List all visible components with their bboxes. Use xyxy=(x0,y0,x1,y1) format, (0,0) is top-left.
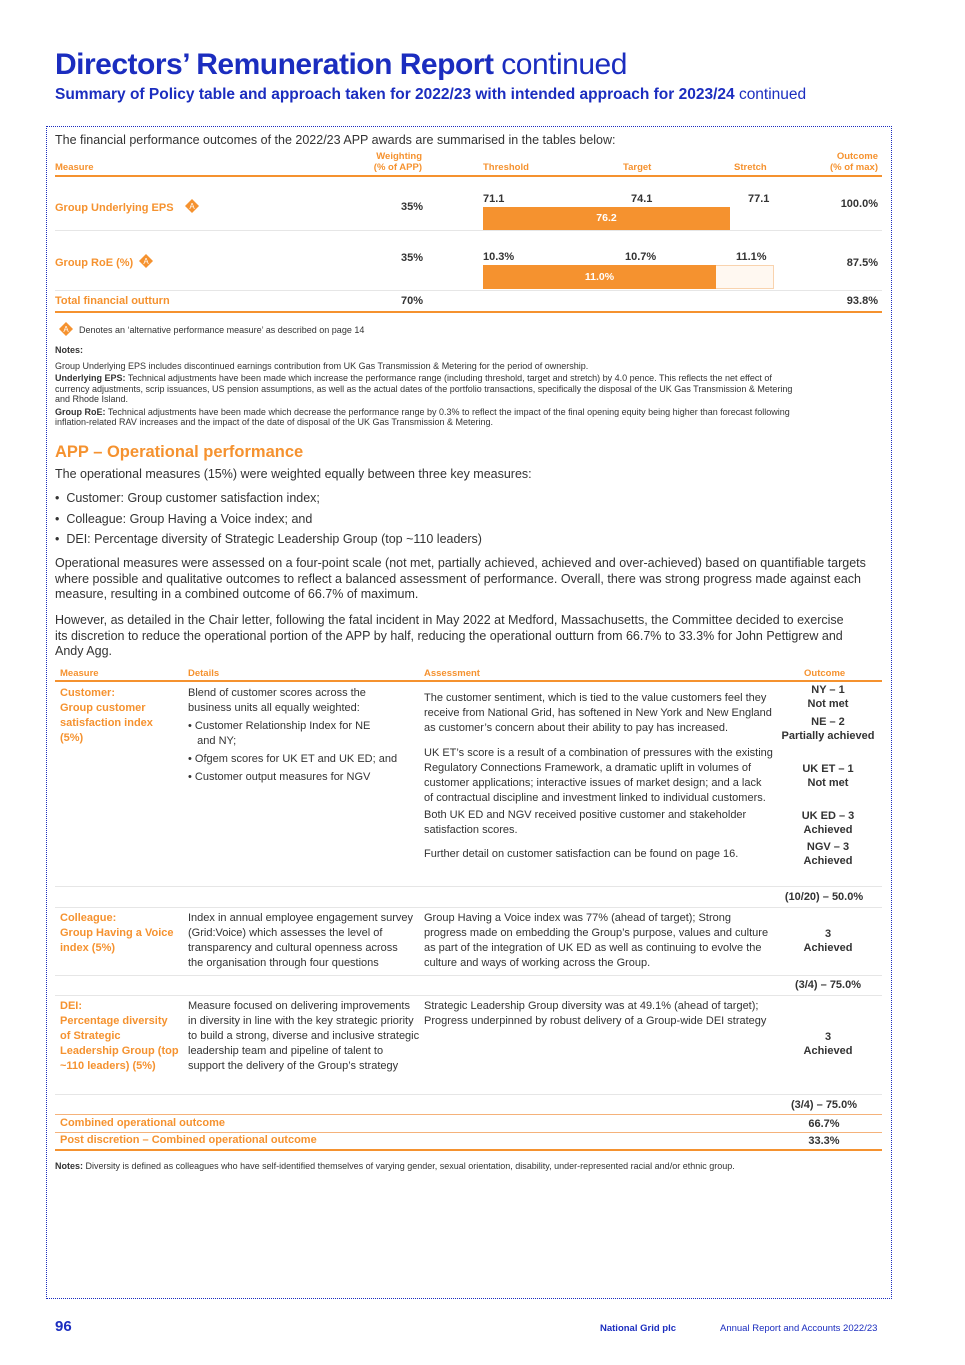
post-discretion-label: Post discretion – Combined operational outcome xyxy=(60,1134,317,1146)
apm-note: Denotes an ‘alternative performance measure’ as described on page 14 xyxy=(79,325,365,335)
title-light: continued xyxy=(501,48,627,81)
total-label: Total financial outturn xyxy=(55,295,170,307)
colleague-assessment: Group Having a Voice index was 77% (ahead of target); Strong progress made on embedding the Group’s purpose, values and culture as part of the integration of UK ED as well as continuing to evolve the culture and ways of working across the Group. xyxy=(424,912,769,969)
footer-document: Annual Report and Accounts 2022/23 xyxy=(720,1323,878,1334)
customer-assessment-3: Both UK ED and NGV received positive customer and stakeholder satisfaction scores. xyxy=(424,809,747,836)
customer-outcome-ne: NE – 2 Partially achieved xyxy=(781,716,875,742)
col-outcome-2: (% of max) xyxy=(829,162,878,173)
notes-eps-text-1: Technical adjustments have been made which increase the performance range (including threshold, target and stretch) by 4.0 pence. This reflects the net effect of xyxy=(127,373,772,383)
row-divider xyxy=(55,907,882,908)
colleague-details: Index in annual employee engagement survey (Grid:Voice) which assesses the level of transparency and cultural openness across the organisation through four questions xyxy=(188,912,414,969)
customer-outcome-uket: UK ET – 1 Not met xyxy=(802,763,854,789)
subtitle-light: continued xyxy=(738,86,807,103)
roe-weighting: 35% xyxy=(400,252,423,264)
roe-actual-bar xyxy=(483,265,716,289)
dei-details: Measure focused on delivering improvements in diversity in line with the key strategic priority to build a strong, diverse and inclusive strategic leadership team and pipeline of talent to support the delivery of the Group’s strategy xyxy=(188,1000,420,1072)
row-divider xyxy=(55,995,882,996)
eps-threshold: 71.1 xyxy=(483,193,505,205)
roe-outcome: 87.5% xyxy=(846,257,878,269)
col-target: Target xyxy=(623,162,652,173)
eps-weighting: 35% xyxy=(400,201,423,213)
page-number: 96 xyxy=(55,1318,72,1335)
col-weighting-1: Weighting xyxy=(376,151,422,162)
apm-badge-icon xyxy=(139,254,153,268)
op-col-measure: Measure xyxy=(60,668,99,679)
customer-outcome-uked: UK ED – 3 Achieved xyxy=(801,810,855,836)
apm-badge-icon xyxy=(59,322,73,336)
total-rule xyxy=(55,311,882,313)
page-subtitle xyxy=(55,86,806,104)
combined-label: Combined operational outcome xyxy=(60,1117,226,1129)
col-weighting-2: (% of APP) xyxy=(373,162,422,173)
operational-para-2: However, as detailed in the Chair letter, following the fatal incident in May 2022 at Medford, Massachusetts, the Committee decided to exercise its discretion to reduce the operational portion of the APP by half, reducing the operational outturn from 66.7% to 33.3% for John Pettigrew and Andy Agg. xyxy=(55,613,844,658)
customer-assessment-2: UK ET’s score is a result of a combination of pressures with the existing Regulatory Connections Framework, a dramatic uplift in volumes of customer applications; interactive issues of market design; and a lack of contractual discipline and investment linked to individual customers. xyxy=(424,747,773,804)
customer-assessment-4: Further detail on customer satisfaction can be found on page 16. xyxy=(424,848,739,860)
total-outcome: 93.8% xyxy=(846,295,878,307)
notes-eps-text-2: currency adjustments, scrip issuances, US pension assumptions, as well as the actual dates of the portfolio transactions, specifically the disposal of the UK Gas Transmission & Metering xyxy=(55,383,793,394)
footnote xyxy=(55,1161,735,1171)
eps-actual-bar xyxy=(483,207,730,230)
footer-company: National Grid plc xyxy=(600,1323,677,1334)
dei-subtotal: (3/4) – 75.0% xyxy=(790,1099,858,1111)
row-divider xyxy=(55,1132,882,1133)
customer-measure: Customer: Group customer satisfaction index (5%) xyxy=(60,687,153,744)
row-divider xyxy=(55,290,882,291)
combined-value: 66.7% xyxy=(808,1118,840,1130)
eps-stretch: 77.1 xyxy=(748,193,770,205)
eps-target: 74.1 xyxy=(631,193,653,205)
notes-block xyxy=(55,345,885,428)
financial-intro: The financial performance outcomes of the 2022/23 APP awards are summarised in the tables below: xyxy=(55,133,616,147)
notes-line1: Group Underlying EPS includes discontinued earnings contribution from UK Gas Transmission & Metering for the period of ownership. xyxy=(55,360,589,371)
financial-header-rule xyxy=(55,175,882,177)
customer-details: Blend of customer scores across the business units all equally weighted: • Customer Relationship Index for NE and NY; • Ofgem scores for UK ET and UK ED; and • Customer output measures for NGV xyxy=(188,687,398,783)
colleague-subtotal: (3/4) – 75.0% xyxy=(794,979,862,991)
notes-heading: Notes: xyxy=(55,345,84,355)
notes-roe-text-1: Technical adjustments have been made which decrease the performance range by 0.3% to reflect the impact of the final opening equity being higher than forecast following xyxy=(107,406,790,417)
subtitle-bold: Summary of Policy table and approach taken for 2022/23 with intended approach for 2023/24 xyxy=(55,86,735,103)
eps-actual-value: 76.2 xyxy=(596,212,617,224)
title-bold: Directors’ Remuneration Report xyxy=(55,48,494,81)
page-title xyxy=(55,48,627,82)
notes-roe-text-2: inflation-related RAV increases and the impact of the date of disposal of the UK Gas Transmission & Metering. xyxy=(55,417,494,427)
row-divider xyxy=(55,975,882,976)
op-col-outcome: Outcome xyxy=(804,668,846,679)
row-divider xyxy=(55,1114,882,1115)
eps-outcome: 100.0% xyxy=(840,198,878,210)
operational-bullet: • Colleague: Group Having a Voice index; and xyxy=(55,512,313,526)
apm-badge-letter: A xyxy=(63,325,69,334)
roe-measure: Group RoE (%) xyxy=(55,257,134,269)
operational-para-1: Operational measures were assessed on a four-point scale (not met, partially achieved, achieved and over-achieved) based on quantifiable targets where possible and qualitative outcomes to reflect a balanced assessment of performance. Overall, there was strong progress made against each measure, resulting in a combined outcome of 66.7% of maximum. xyxy=(55,556,866,601)
roe-target: 10.7% xyxy=(625,251,657,263)
notes-roe-label: Group RoE: xyxy=(55,406,106,417)
roe-actual-value: 11.0% xyxy=(584,271,615,283)
row-divider xyxy=(55,886,882,887)
col-measure: Measure xyxy=(55,162,94,173)
dei-assessment: Strategic Leadership Group diversity was at 49.1% (ahead of target); Progress underpinned by robust delivery of a Group-wide DEI strategy xyxy=(424,1000,767,1027)
roe-threshold: 10.3% xyxy=(483,251,515,263)
apm-badge-letter: A xyxy=(189,202,195,211)
footnote-text: Diversity is defined as colleagues who have self-identified themselves of varying gender, sexual orientation, disability, under-represented racial and/or ethnic group. xyxy=(85,1161,735,1171)
customer-outcome-ngv: NGV – 3 Achieved xyxy=(803,841,853,867)
col-stretch: Stretch xyxy=(734,162,767,173)
notes-eps-text-3: and Rhode Island. xyxy=(55,394,129,404)
col-outcome-1: Outcome xyxy=(836,151,878,162)
footnote-label: Notes: xyxy=(55,1161,84,1171)
eps-measure: Group Underlying EPS xyxy=(55,202,174,214)
customer-subtotal: (10/20) – 50.0% xyxy=(784,891,864,903)
apm-badge-icon xyxy=(185,199,199,213)
total-weighting: 70% xyxy=(400,295,423,307)
colleague-outcome: 3 Achieved xyxy=(803,928,853,954)
customer-assessment-1: The customer sentiment, which is tied to the value customers feel they receive from National Grid, has softened in New York and New England as customer’s concern about their ability to pay has increased. xyxy=(424,692,772,734)
operational-bullet: • Customer: Group customer satisfaction index; xyxy=(55,491,320,505)
dei-measure: DEI: Percentage diversity of Strategic Leadership Group (top ~110 leaders) (5%) xyxy=(60,1000,179,1072)
op-col-details: Details xyxy=(188,668,220,679)
colleague-measure: Colleague: Group Having a Voice index (5%) xyxy=(60,912,174,954)
operational-bullet: • DEI: Percentage diversity of Strategic Leadership Group (top ~110 leaders) xyxy=(55,532,482,546)
col-threshold: Threshold xyxy=(483,162,529,173)
operational-intro: The operational measures (15%) were weighted equally between three key measures: xyxy=(55,467,532,481)
row-divider xyxy=(55,1094,882,1095)
dei-outcome: 3 Achieved xyxy=(803,1031,853,1057)
op-bottom-rule xyxy=(55,1149,882,1151)
row-divider xyxy=(55,230,882,231)
customer-outcome-ny: NY – 1 Not met xyxy=(807,684,849,710)
post-discretion-value: 33.3% xyxy=(808,1135,840,1147)
notes-eps-label: Underlying EPS: xyxy=(55,373,126,383)
apm-badge-letter: A xyxy=(143,257,149,266)
roe-stretch: 11.1% xyxy=(736,251,767,263)
operational-heading: APP – Operational performance xyxy=(55,443,304,461)
op-header-rule xyxy=(55,680,882,682)
op-col-assessment: Assessment xyxy=(424,668,480,679)
